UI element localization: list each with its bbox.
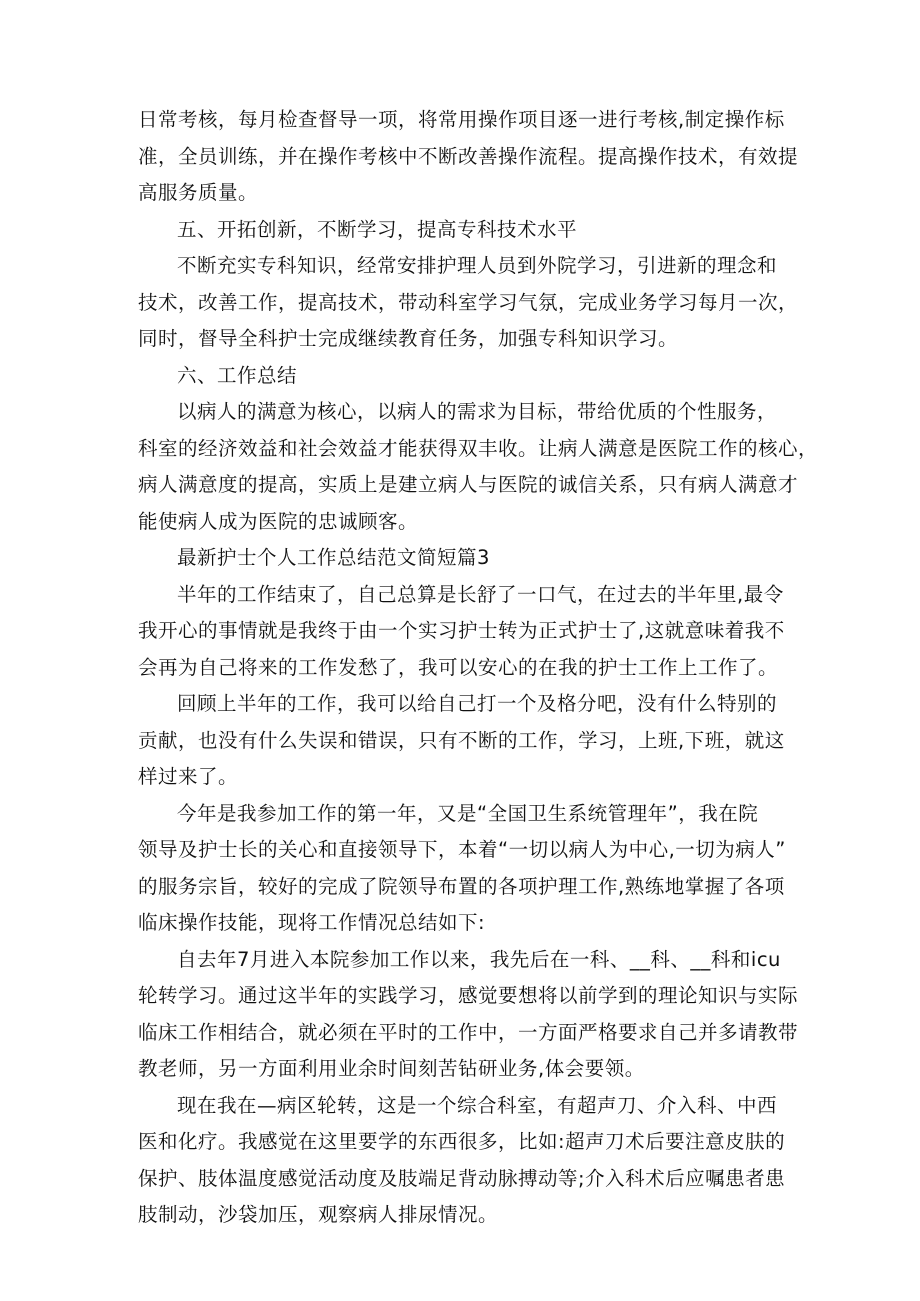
text-line: 以病人的满意为核心，以病人的需求为目标，带给优质的个性服务， [177,400,778,423]
text-line: 肢制动，沙袋加压，观察病人排尿情况。 [138,1203,499,1226]
text-line: 会再为自己将来的工作发愁了，我可以安心的在我的护士工作上工作了。 [138,655,779,679]
text-line: 日常考核，每月检查督导一项，将常用操作项目逐一进行考核,制定操作标 [138,108,785,131]
text-line: 医和化疗。我感觉在这里要学的东西很多，比如:超声刀术后要注意皮肤的 [138,1130,786,1153]
text-line: 准，全员训练，并在操作考核中不断改善操作流程。提高操作技术，有效提 [138,144,799,168]
text-line: 自去年7月进入本院参加工作以来，我先后在一科、__科、__科和icu [177,947,781,971]
section-heading: 六、工作总结 [177,363,298,387]
text-line: 今年是我参加工作的第一年，又是“全国卫生系统管理年”，我在院 [177,801,759,825]
text-line: 临床操作技能，现将工作情况总结如下: [138,911,486,934]
text-line: 贡献，也没有什么失误和错误，只有不断的工作，学习，上班,下班，就这 [138,728,785,752]
text-line: 不断充实专科知识，经常安排护理人员到外院学习，引进新的理念和 [177,254,778,277]
text-line: 轮转学习。通过这半年的实践学习，感觉要想将以前学到的理论知识与实际 [138,984,799,1007]
text-line: 我开心的事情就是我终于由一个实习护士转为正式护士了,这就意味着我不 [138,619,785,642]
text-line: 样过来了。 [138,765,239,788]
text-line: 的服务宗旨，较好的完成了院领导布置的各项护理工作,熟练地掌握了各项 [138,874,785,898]
article-title: 最新护士个人工作总结范文简短篇3 [177,546,490,569]
document-body [138,102,819,1234]
text-line: 领导及护士长的关心和直接领导下，本着“一切以病人为中心,一切为病人” [138,838,786,861]
text-line: 回顾上半年的工作，我可以给自己打一个及格分吧，没有什么特别的 [177,692,778,715]
text-line: 高服务质量。 [138,181,259,204]
text-line: 病人满意度的提高，实质上是建立病人与医院的诚信关系，只有病人满意才 [138,473,799,496]
section-heading: 五、开拓创新，不断学习，提高专科技术水平 [177,217,578,241]
text-line: 临床工作相结合，就必须在平时的工作中，一方面严格要求自己并多请教带 [138,1020,799,1044]
text-line: 技术，改善工作，提高技术，带动科室学习气氛，完成业务学习每月一次， [138,290,799,314]
text-line: 同时，督导全科护士完成继续教育任务，加强专科知识学习。 [138,327,679,350]
text-line: 现在我在—病区轮转，这是一个综合科室，有超声刀、介入科、中西 [177,1093,778,1117]
text-line: 教老师，另一方面利用业余时间刻苦钻研业务,体会要领。 [138,1057,645,1080]
text-line: 能使病人成为医院的忠诚顾客。 [138,509,419,533]
text-line: 保护、肢体温度感觉活动度及肢端足背动脉搏动等;介入科术后应嘱患者患 [138,1166,786,1190]
text-line: 半年的工作结束了，自己总算是长舒了一口气，在过去的半年里,最令 [177,582,784,606]
text-line: 科室的经济效益和社会效益才能获得双丰收。让病人满意是医院工作的核心， [138,436,819,460]
